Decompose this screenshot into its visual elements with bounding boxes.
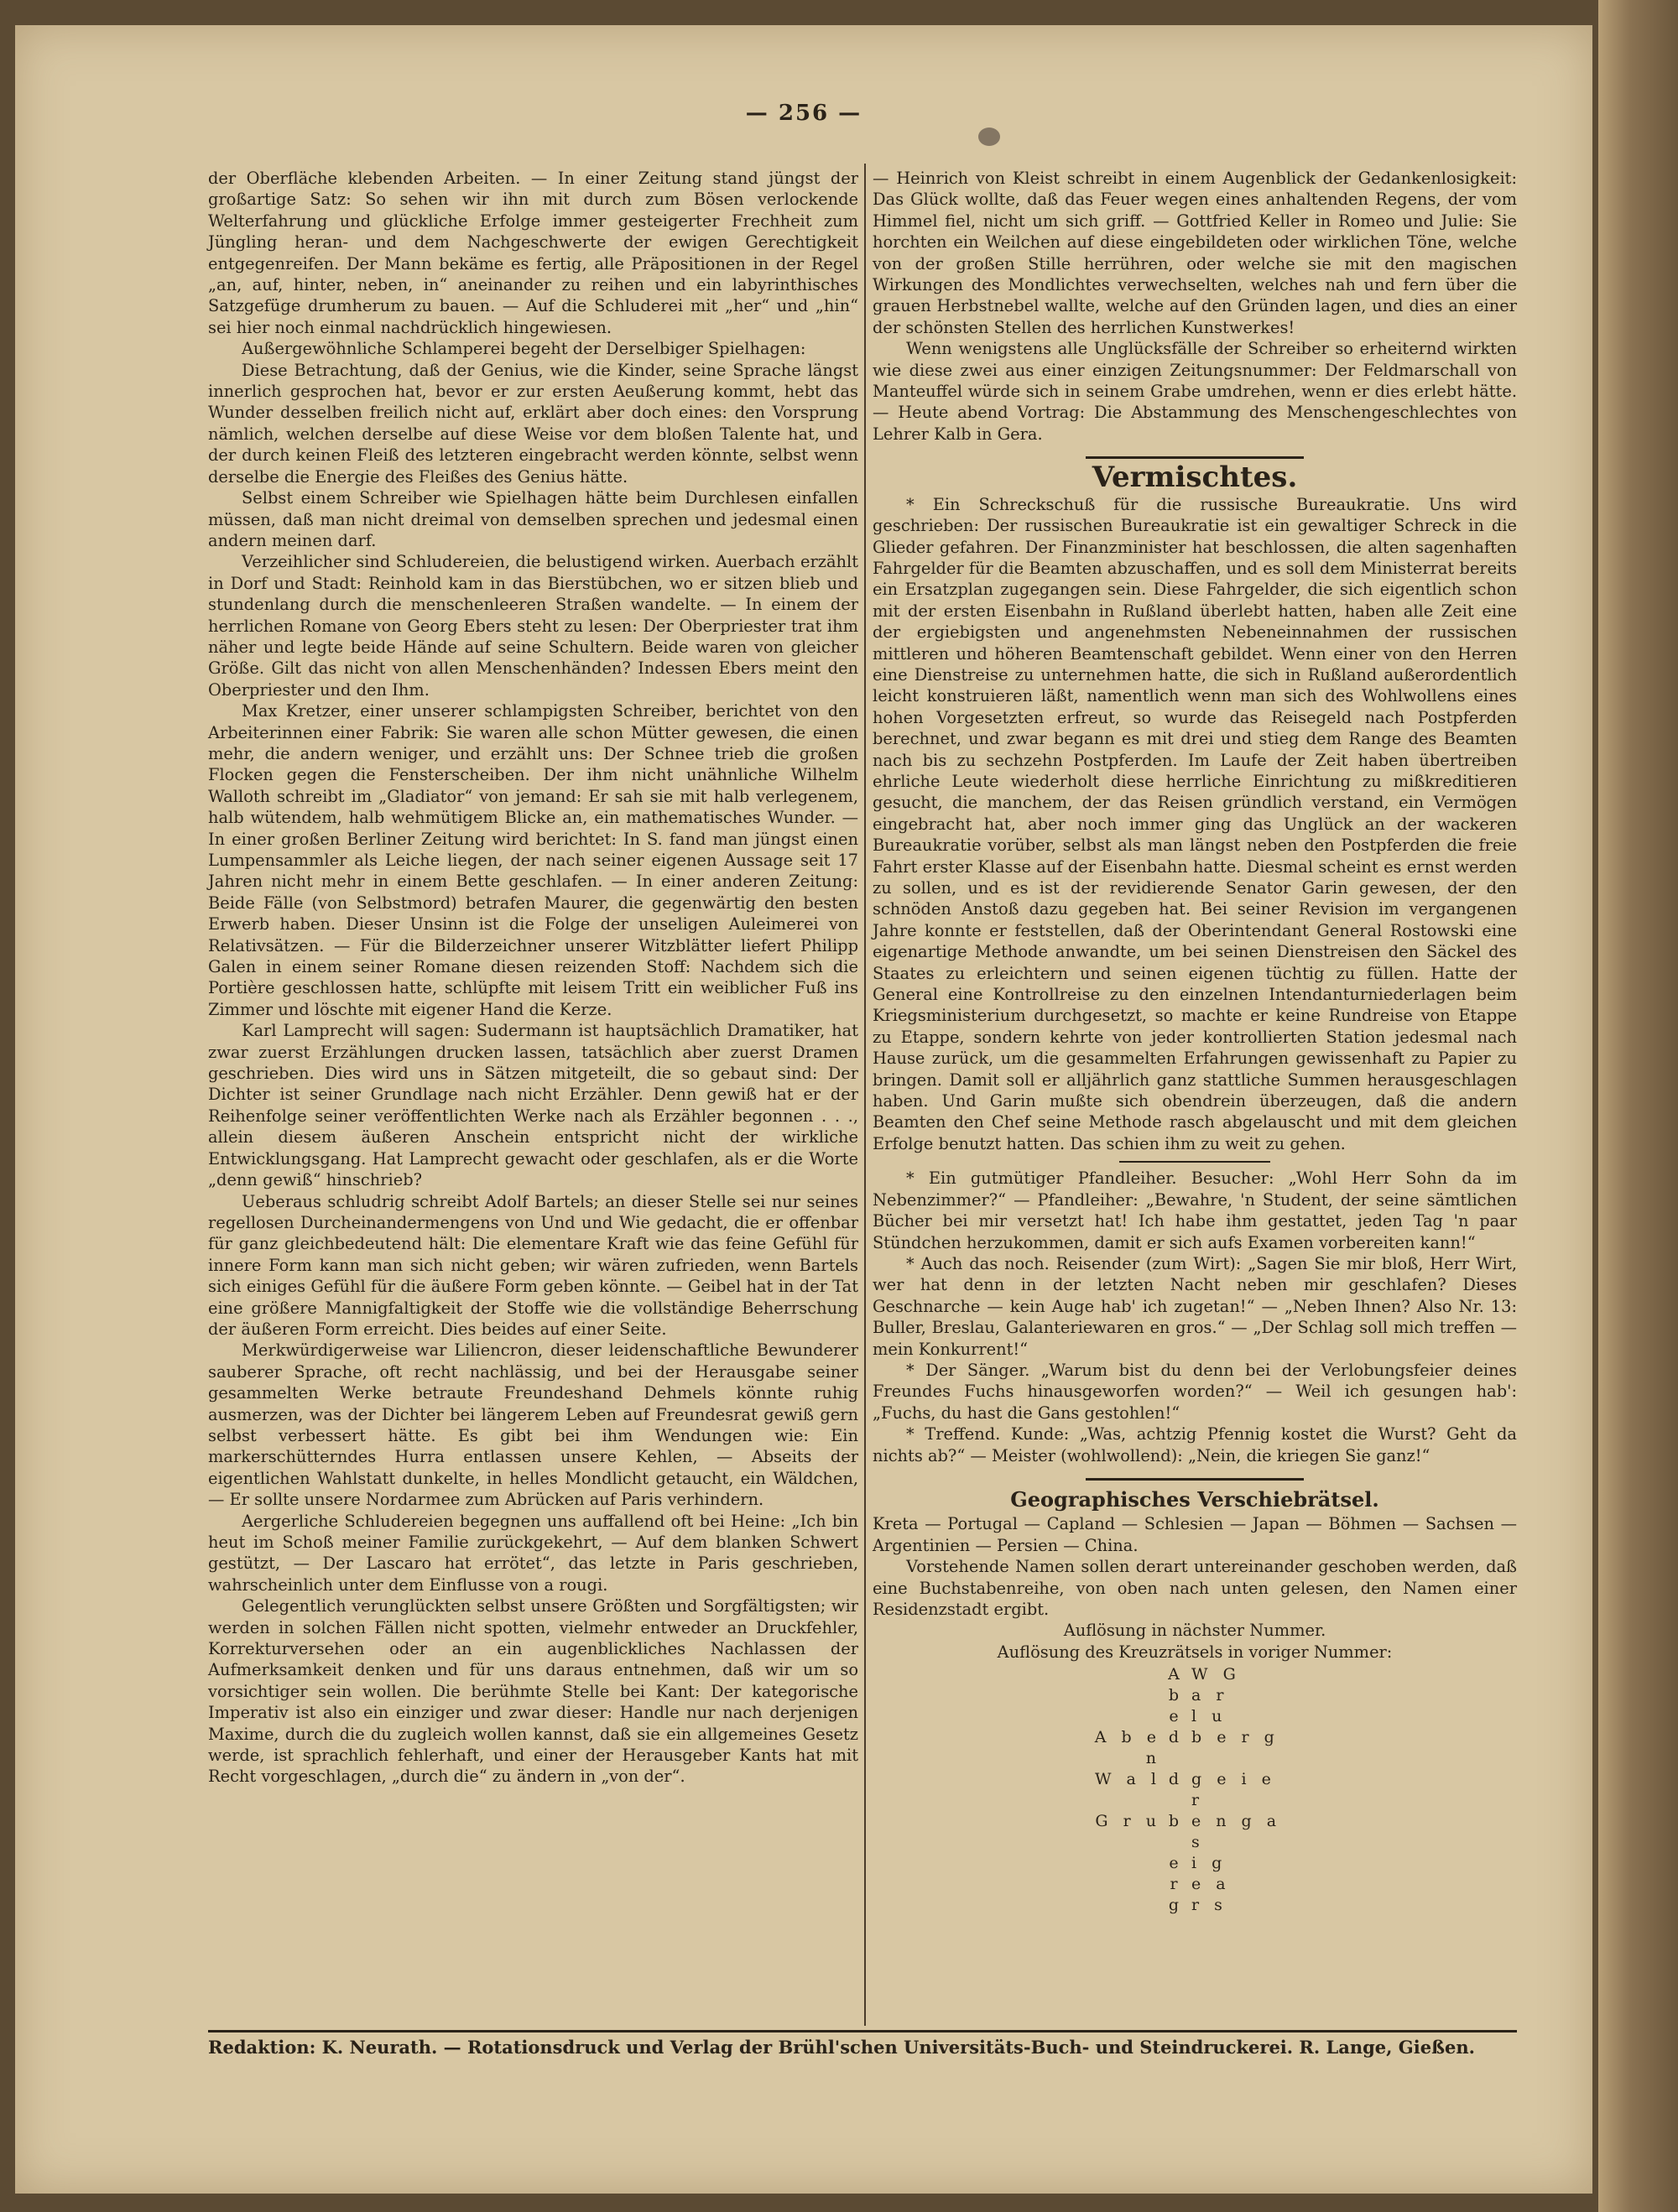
section-rule [1086, 456, 1304, 459]
newspaper-page [15, 25, 1592, 2194]
grid-row [1086, 1685, 1304, 1706]
grid-prefix [1086, 1853, 1161, 1874]
grid-prefix [1086, 1874, 1161, 1895]
grid-key-letter: d [1168, 1770, 1185, 1789]
grid-key-letter: r [1170, 1875, 1183, 1894]
paragraph: der Oberfläche klebenden Arbeiten. — In einer Zeitung stand jüngst der großartige Satz: So sehen wir ihn mit durch zum Bösen verlockende Welterfahrung und glückliche Erfolge immer gesteigerter Frechheit zum Jüngling heran- und dem Nachgeschwerte der ewigen Gerechtigkeit entgegenreifen. Der Mann bekäme es fertig, alle Präpositionen in der Regel „an, auf, hinter, neben, in“ aneinander zu reihen und ein labyrinthisches Satzgefüge drumherum zu bauen. — Auf die Schluderei mit „her“ und „hin“ sei hier noch einmal nachdrücklich hingewiesen. [208, 169, 858, 337]
grid-suffix: W G [1191, 1665, 1241, 1684]
grid-suffix: l u [1191, 1707, 1227, 1726]
grid-suffix: a r [1191, 1686, 1229, 1705]
paragraph: Ueberaus schludrig schreibt Adolf Bartels; an dieser Stelle sei nur seines regellosen Durcheinandermengens von Und und Wie gedacht, die er offenbar für ganz gleichbedeutend hält: Die elementare Kraft wie das feine Gefühl für innere Form kann man sich nicht geben; wir wären zufrieden, wenn Bartels sich einiges Gefühl für die äußere Form geben könnte. — Geibel hat in der Tat eine größere Mannigfaltigkeit der Stoffe wie die vollständige Beherrschung der äußeren Form erreicht. Dies beides auf einer Seite. [208, 1191, 858, 1339]
left-column [208, 168, 858, 1788]
grid-prefix: A b e n [1094, 1728, 1161, 1768]
grid-row [1086, 1874, 1304, 1895]
section-rule [1086, 1478, 1304, 1481]
grid-suffix: r s [1191, 1896, 1227, 1915]
puzzle-next-issue: Auflösung in nächster Nummer. [1063, 1621, 1326, 1641]
paragraph: Selbst einem Schreiber wie Spielhagen hätte beim Durchlesen einfallen müssen, daß man nicht dreimal von demselben sprechen und jedesmal einen andern meinen darf. [208, 488, 858, 550]
news-item: * Auch das noch. Reisender (zum Wirt): „Sagen Sie mir bloß, Herr Wirt, wer hat denn in der letzten Nacht neben mir geschlafen? Dieses Geschnarche — kein Auge hab' ich zugetan!“ — „Neben Ihnen? Also Nr. 13: Buller, Breslau, Galanteriewaren en gros.“ — „Der Schlag soll mich treffen — mein Konkurrent!“ [873, 1253, 1517, 1359]
paragraph: Merkwürdigerweise war Liliencron, dieser leidenschaftliche Bewunderer sauberer Sprache, oft recht nachlässig, und bei der Herausgabe seiner gesammelten Werke betraute Freundeshand Dehmels könnte ruhig ausmerzen, was der Dichter bei längerem Leben auf Freundesrat gewiß gern selbst verbessert hätte. Es gibt bei ihm Wendungen wie: Ein markerschütterndes Hurra entlassen unsere Kehlen, — Abseits der eigentlichen Wahlstatt dunkelte, in helles Mondlicht getaucht, ein Wäldchen, — Er sollte unsere Nordarmee zum Abrücken auf Paris verhindern. [208, 1340, 858, 1510]
puzzle-names: Kreta — Portugal — Capland — Schlesien — Japan — Böhmen — Sachsen — Argentinien — Persien — China. [873, 1514, 1517, 1555]
grid-key-letter: g [1168, 1896, 1185, 1915]
grid-row [1086, 1853, 1304, 1874]
item-rule [1119, 1161, 1270, 1163]
page-number: — 256 — [745, 101, 862, 126]
grid-key-letter: e [1169, 1854, 1184, 1873]
grid-prefix [1086, 1685, 1161, 1706]
grid-suffix: e a [1191, 1875, 1231, 1894]
page-edge [1598, 0, 1678, 2212]
imprint-footer: Redaktion: K. Neurath. — Rotationsdruck und Verlag der Brühl'schen Universitäts-Buch- und Steindruckerei. R. Lange, Gießen. [208, 2037, 1475, 2058]
news-item: * Ein Schreckschuß für die russische Bureaukratie. Uns wird geschrieben: Der russischen Bureaukratie ist ein gewaltiger Schreck in die Glieder gefahren. Der Finanzminister hat beschlossen, die alten sagenhaften Fahrgelder für die Beamten abzuschaffen, und es soll dem Ministerrat bereits ein Ersatzplan zugegangen sein. Diese Fahrgelder, die sich eigentlich schon mit der ersten Eisenbahn in Rußland überlebt hatten, haben alle Zeit eine der ergiebigsten und angenehmsten Nebeneinnahmen der russischen mittleren und höheren Beamtenschaft gebildet. Wenn einer von den Herren eine Dienstreise zu unternehmen hatte, die sich in Rußland außerordentlich leicht konstruieren läßt, namentlich wenn man sich des Wohlwollens eines hohen Vorgesetzten erfreut, so wurde das Reisegeld nach Postpferden berechnet, und zwar begann es mit drei und stieg dem Range des Beamten nach bis zu sechzehn Postpferden. Im Laufe der Zeit haben übertreiben ehrliche Leute wiederholt diese herrliche Einrichtung zu mißkreditieren gesucht, die manchem, der das Reisen gründlich verstand, ein Vermögen eingebracht hat, aber noch immer ging das Unglück an der wackeren Bureaukratie vorüber, selbst als man längst neben den Postpferden die freie Fahrt erster Klasse auf der Eisenbahn hatte. Diesmal scheint es ernst werden zu sollen, und es ist der revidierende Senator Garin gewesen, der den schnöden Anstoß dazu gegeben hat. Bei seiner Revision im vergangenen Jahre konnte er feststellen, daß der Oberintendant General Rostowski eine eigenartige Methode anwandte, um bei seinen Dienstreisen den Säckel des Staates zu erleichtern und seinen eigenen tüchtig zu füllen. Hatte der General eine Kontrollreise zu den einzelnen Intendanturniederlagen beim Kriegsministerium durchgesetzt, so machte er keine Rundreise von Etappe zu Etappe, sondern kehrte von jeder kontrollierten Station jedesmal nach Hause zurück, um die gesammelten Erfahrungen gewissenhaft zu Papier zu bringen. Damit soll er alljährlich ganz stattliche Summen herausgeschlagen haben. Und Garin mußte sich obendrein überzeugen, daß die andern Beamten den Chef seine Methode rasch abgelauscht und mit dem gleichen Erfolge benutzt hatten. Das schien ihm zu weit zu gehen. [873, 494, 1517, 1153]
puzzle-instruction: Vorstehende Namen sollen derart untereinander geschoben werden, daß eine Buchstabenreihe, von oben nach unten gelesen, den Namen einer Residenzstadt ergibt. [873, 1557, 1517, 1619]
vermischtes-title: Vermischtes. [1092, 461, 1298, 495]
paragraph: — Heinrich von Kleist schreibt in einem Augenblick der Gedankenlosigkeit: Das Glück wollte, daß das Feuer wegen eines anhaltenden Regens, der vom Himmel fiel, nicht um sich griff. — Gottfried Keller in Romeo und Julie: Sie horchten ein Weilchen auf diese eingebildeten oder wirklichen Töne, welche von der großen Stille herrühren, oder welche sie mit den magischen Wirkungen des Mondlichtes verwechselten, welches nah und fern über die grauen Herbstnebel wallte, welche auf den Gründen lagen, und dies an einer der schönsten Stellen des herrlichen Kunstwerkes! [873, 169, 1517, 337]
footer-rule [208, 2030, 1517, 2032]
right-column [873, 168, 1517, 1916]
grid-key-letter: d [1168, 1728, 1185, 1747]
grid-suffix: i g [1191, 1854, 1227, 1873]
paragraph: Aergerliche Schludereien begegnen uns auffallend oft bei Heine: „Ich bin heut im Schoß meiner Familie zurückgekehrt, — Auf dem blanken Schwert gestützt, — Der Lascaro hat errötet“, das letzte in Paris geschrieben, wahrscheinlich unter dem Einflusse von a rougi. [208, 1511, 858, 1595]
grid-key-letter: b [1168, 1812, 1185, 1831]
grid-prefix: W a l [1094, 1770, 1161, 1789]
paragraph: Diese Betrachtung, daß der Genius, wie die Kinder, seine Sprache längst innerlich gesprochen hat, bevor er zur ersten Aeußerung kommt, hebt das Wunder desselben freilich nicht auf, erklärt aber doch eines: den Vorsprung nämlich, welchen derselbe auf diese Weise vor dem bloßen Talente hat, und der durch keinen Fleiß des letzteren eingebracht werden könnte, selbst wenn derselbe die Energie des Fleißes des Genius hätte. [208, 360, 858, 487]
paragraph: Wenn wenigstens alle Unglücksfälle der Schreiber so erheiternd wirkten wie diese zwei aus einer einzigen Zeitungsnummer: Der Feldmarschall von Manteuffel würde sich in seinem Grabe umdrehen, wenn er dies erlebt hätte. — Heute abend Vortrag: Die Abstammung des Menschengeschlechtes von Lehrer Kalb in Gera. [873, 339, 1517, 444]
paragraph: Verzeihlicher sind Schludereien, die belustigend wirken. Auerbach erzählt in Dorf und Stadt: Reinhold kam in das Bierstübchen, wo er sitzen blieb und stundenlang durch die menschenleeren Straßen wandelte. — In einem der herrlichen Romane von Georg Ebers steht zu lesen: Der Oberpriester trat ihm näher und legte beide Hände auf seine Schultern. Beide waren von gleicher Größe. Gilt das nicht von allen Menschenhänden? Indessen Ebers meint den Oberpriester und den Ihm. [208, 552, 858, 700]
grid-suffix: b e r g [1191, 1728, 1279, 1747]
grid-prefix [1086, 1706, 1161, 1727]
grid-suffix: e n g a s [1191, 1812, 1282, 1852]
news-item: * Ein gutmütiger Pfandleiher. Besucher: „Wohl Herr Sohn da im Nebenzimmer?“ — Pfandleiher: „Bewahre, 'n Student, der seine sämtlichen Bücher bei mir versetzt hat! Ich habe ihm gestattet, jeden Tag 'n paar Stündchen herzukommen, damit er sich aufs Examen vorbereiten kann!“ [873, 1168, 1517, 1252]
grid-key-letter: b [1168, 1686, 1185, 1705]
grid-prefix [1086, 1895, 1161, 1916]
grid-suffix: g e i e r [1191, 1770, 1276, 1810]
grid-row [1086, 1706, 1304, 1727]
grid-row [1086, 1664, 1304, 1685]
solution-grid [1086, 1664, 1304, 1916]
grid-row [1086, 1895, 1304, 1916]
grid-row [1086, 1769, 1304, 1811]
paragraph: Außergewöhnliche Schlamperei begeht der Derselbiger Spielhagen: [242, 339, 806, 359]
grid-key-letter: A [1168, 1665, 1185, 1684]
news-item: * Der Sänger. „Warum bist du denn bei der Verlobungsfeier deines Freundes Fuchs hinausgeworfen worden?“ — Weil ich gesungen hab': „Fuchs, du hast die Gans gestohlen!“ [873, 1360, 1517, 1423]
solution-title: Auflösung des Kreuzrätsels in voriger Nummer: [997, 1642, 1393, 1662]
paragraph: Max Kretzer, einer unserer schlampigsten Schreiber, berichtet von den Arbeiterinnen einer Fabrik: Sie waren alle schon Mütter gewesen, die einen mehr, die andern weniger, und erzählt uns: Der Schnee trieb die großen Flocken gegen die Fensterscheiben. Der ihm nicht unähnliche Wilhelm Walloth schreibt im „Gladiator“ von jemand: Er sah sie mit halb verlegenem, halb wütendem, halb wehmütigem Blicke an, ein mathematisches Wunder. — In einer großen Berliner Zeitung wird berichtet: In S. fand man jüngst einen Lumpensammler als Leiche liegen, der nach seiner eigenen Aussage seit 17 Jahren nicht mehr in einem Bette geschlafen. — In einer anderen Zeitung: Beide Fälle (von Selbstmord) betrafen Maurer, die gegenwärtig den besten Erwerb haben. Dieser Unsinn ist die Folge der unseligen Auleimerei von Relativsätzen. — Für die Bilderzeichner unserer Witzblätter liefert Philipp Galen in einem seiner Romane diesen reizenden Stoff: Nachdem sich die Portière geschlossen hatte, schlüpfte mit leisem Tritt ein weiblicher Fuß ins Zimmer und löschte mit eigener Hand die Kerze. [208, 701, 858, 1019]
news-item: * Treffend. Kunde: „Was, achtzig Pfennig kostet die Wurst? Geht da nichts ab?“ — Meister (wohlwollend): „Nein, die kriegen Sie ganz!“ [873, 1424, 1517, 1465]
grid-prefix: G r u [1095, 1812, 1161, 1831]
puzzle-title: Geographisches Verschiebrätsel. [1010, 1486, 1379, 1512]
paragraph: Karl Lamprecht will sagen: Sudermann ist hauptsächlich Dramatiker, hat zwar zuerst Erzählungen drucken lassen, tatsächlich aber zuerst Dramen geschrieben. Dies wird uns in Sätzen mitgeteilt, die so gebaut sind: Der Dichter ist seiner Grundlage nach nicht Erzähler. Denn gewiß hat er der Reihenfolge seiner veröffentlichten Werke nach als Erzähler begonnen . . ., allein diesem äußeren Anschein entspricht nicht der wirkliche Entwicklungsgang. Hat Lamprecht gewacht oder geschlafen, als er die Worte „denn gewiß“ hinschrieb? [208, 1021, 858, 1190]
grid-row [1086, 1727, 1304, 1769]
column-divider [864, 164, 866, 2026]
grid-prefix [1086, 1664, 1161, 1685]
paragraph: Gelegentlich verunglückten selbst unsere Größten und Sorgfältigsten; wir werden in solchen Fällen nicht spotten, vielmehr entweder an Druckfehler, Korrekturversehen oder an ein augenblickliches Nachlassen der Aufmerksamkeit denken und für uns daraus entnehmen, daß wir um so vorsichtiger sein wollen. Die berühmte Stelle bei Kant: Der kategorische Imperativ ist also ein einziger und zwar dieser: Handle nur nach derjenigen Maxime, durch die du zugleich wollen kannst, daß sie ein allgemeines Gesetz werde, ist sprachlich fehlerhaft, und einer der Herausgeber Kants hat mit Recht vorgeschlagen, „durch die“ zu ändern in „von der“. [208, 1596, 858, 1787]
grid-key-letter: e [1169, 1707, 1184, 1726]
ink-smudge [978, 128, 1000, 146]
grid-row [1086, 1811, 1304, 1853]
